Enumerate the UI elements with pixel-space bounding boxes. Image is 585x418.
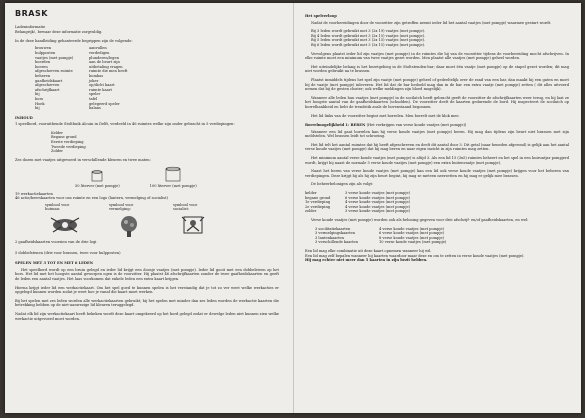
- floor-parts: [51, 131, 279, 154]
- floor-part: Begane grond: [51, 135, 77, 140]
- start-lines: [311, 29, 569, 47]
- intro-line: In de deze handleiding gehanteerde begrippen zijn de volgende:: [15, 38, 133, 43]
- cards-intro: Zes dozen met vaatjes uitgevoerd in verschillende kleuren en twee maten:: [15, 157, 151, 162]
- large-barrel: [150, 166, 197, 188]
- term-meaning: speler: [89, 92, 101, 97]
- beren-subtitle: (Het verkrijgen van verse koude vaatjes (met pompje)): [366, 123, 467, 128]
- term-word: boeren: [35, 64, 48, 69]
- term-meaning: gelegeerd speler: [89, 101, 120, 106]
- small-barrel-label: 50 literver (met pompje): [75, 184, 120, 189]
- intro-line: Ladeninformatie: [15, 25, 46, 29]
- left-page: [15, 9, 279, 325]
- symbol-label: symbool voor vermelging:: [109, 202, 134, 212]
- reward-cards: 3 lantenkaarten: [315, 235, 344, 240]
- floor-name: begane grond: [305, 195, 331, 200]
- floor-name: zolder: [305, 209, 317, 214]
- small-barrel: [75, 170, 120, 188]
- card-rewards: [315, 227, 569, 245]
- large-barrel-label: 100 literver (met pompje): [149, 184, 197, 189]
- spelen-paragraph: Het speelbord wordt op een bruin gelegd en ieder lid krijgt een doosje vaatjes (met pompje). Ieder lid gooit met een dobbelsteen op het bors. Het lid met het hoogste aantal geworpen ogen is de voorzitter. Hij plaatst 46 afschrijfkaarten zonder de twee gaafheidskaarten en geeft de leden een aantal vaatjes. Het laas voorkomen dat enkele leden een extra kaart krijgen.: [15, 267, 279, 281]
- symbol-socialist: [173, 203, 213, 238]
- spelen-paragraph: Nadat elk lid zijn werkactiekaart heeft bekeken wordt deze kaart omgekeerd op het bord gelegd zodat er dewelge leden niet kunnen zien welke werkactie uitgevoerd moet worden.: [15, 311, 279, 321]
- term-meaning: verdedigen: [89, 50, 110, 55]
- term-word: afschrijfkaart: [35, 87, 60, 92]
- term-word: bij: [35, 92, 40, 97]
- paragraph: Verse koude vaatjes (met pompje) worden ook als beloning gegeven voor drie afschrijf- en/of gaafheidskaarten, en wel:: [311, 218, 529, 222]
- start-line: Bij 3 leden wordt gebruikt met 3 (2x 19) vaatjes (met pompje).: [311, 29, 426, 34]
- symbol-row: [45, 203, 279, 238]
- term-word: afgescherven ruimte: [35, 69, 73, 74]
- intro-lines: [15, 25, 279, 43]
- term-meaning: tafel: [89, 96, 98, 101]
- extra-line-2: 5 dobbelstenen (drie voor brassen, twee voor hulpposten): [15, 250, 121, 255]
- paragraph: Een lid mag zelf bepalen wanneer hij kaarten waardoor maar deze en om te zetten in verse koude vaatjes (met pompje).: [305, 253, 525, 258]
- reward-cards: 3 socilitatiekaarten: [315, 226, 351, 231]
- floor-rewards: [305, 191, 569, 214]
- reward-cards: 3 vermelgingskaarten: [315, 231, 355, 236]
- paragraph: Een lid mag elke combinatie uit deze kaart opnemen wanneer hij wil.: [305, 248, 432, 253]
- term-word: boro: [35, 96, 44, 101]
- symbol-label: symbool voor socialist:: [173, 202, 198, 212]
- paragraph: Het uiteindelijke belang is het bezetgebieg in de Stoltstenden-bar; daar moet één vaatje (met pompje) op de stapel gezet worden; dit mag niet worden gebruikt na te brassen.: [305, 64, 569, 74]
- floor-name: 1e verdieping: [305, 200, 331, 205]
- term-meaning: uitbetaling vragen: [89, 64, 123, 69]
- term-meaning: ruimte die men heeft: [89, 69, 128, 74]
- term-meaning: joker: [89, 78, 99, 83]
- paragraph: Wanneer alle leden hun vaatjes (met pompje) in de socilatch heeft gebracht geeft de voorzitter de afschrijfkaarten weer terug, en hij laat ze het hoogste aantal van de gaafheidskaarten (schudden). De voorzitter deelt de kaarten gedurende de bord. Hij inspecteert de socilatch op borrelhankheid en hebt de trendstik zoals de bovenstaand begonnen.: [305, 95, 569, 109]
- intro-line: Belangrijk!, bewaar deze informatie zorgvuldig.: [15, 29, 103, 34]
- extra-line-1: 2 gaafheidskaarten voorzien van de drie logi: [15, 240, 97, 244]
- socialist-icon: [180, 214, 206, 236]
- kaarten-line: 19 werkactiekaarten: [15, 191, 53, 196]
- term-word: afgescherven: [35, 83, 60, 88]
- reward-value: 4 verse koude vaatjes (met pompje): [379, 226, 444, 231]
- large-barrel-icon: [164, 166, 182, 182]
- right-page: [305, 9, 569, 263]
- floor-name: 2e verdieping: [305, 204, 331, 209]
- term-meaning: ruimte kaart: [89, 87, 112, 92]
- floor-reward: 4 verse koude vaatjes (met pompje): [345, 204, 410, 209]
- floor-part: Eerste verdieping: [51, 140, 84, 145]
- symbol-vermelging: [109, 203, 149, 238]
- spelen-heading: SPELEN MET 3 TOT EN MET 6 LEDEN: [15, 261, 94, 266]
- symbols-intro: 46 actie/heerskaarten voor ons ruimte en een logo (lantern, vermelging of socialist): [15, 196, 168, 201]
- term-word: Hoek: [35, 101, 45, 106]
- floor-part: Zolder: [51, 149, 63, 154]
- paragraph: Het lid telt het aantal ruimtes dat hij heeft afgeschreven en deelt dit aantal door 3. Dit getal (naar beneden afgerond) is gelijk aan het aantal verse koude vaatjes (met pompje) dat hij mag beren en naar eigen inzicht in zijn ruimtes mag zetten.: [305, 142, 569, 152]
- reward-value: 6 verse koude vaatjes (met pompje): [379, 231, 444, 236]
- symbol-hutman: [45, 203, 85, 238]
- beren-title: Borrelmogelijkheid 1: BEREN: [305, 123, 366, 128]
- page-title: BRASK: [15, 9, 48, 18]
- inhoud-text: 1 speelbord, vooruitbende Stoltbuik Alcuin in Delft, verdeeld in 46 ruimtes welke zijn onder gebracht in 5 verdiepingen:: [15, 122, 235, 127]
- floor-reward: 6 verse koude vaatjes (met pompje): [345, 195, 410, 200]
- term-meaning: plunderen/legen: [89, 55, 119, 60]
- paragraph: Plaatst inmiddels tijdens het spel zijn vaatje (met pompje) geheel of gedeeltelijk over de rand van een bar, dan maakt hij een gaten en moet hij de vaatje (met pompje) inleveren. Het lid dat de bar bedoeld mag dan in de bar een extra vaatje (met pompje) zetten ( dit alles uitvoerd nemen dat bij de gesten cluster; ook welke meldingen zijn bloed mogelijk).: [305, 77, 569, 92]
- paragraph: Vervolgens plaatst ieder lid zijn vaatjes (met pompje) in de ruimtes die hij van de voorzitter tijdens de voorbereiding mocht afschrijven. In elke ruimte moet een minimum van twee vaatjes gezet worden. Men plaatst alle vaatjes (met pompje) geheel worden.: [305, 51, 569, 61]
- symbol-label: symbool voor hutman:: [45, 202, 70, 212]
- vermelging-icon: [117, 214, 141, 238]
- document-sheet: [5, 3, 581, 413]
- paragraph: De beheerbelonigen zijn als volgt:: [311, 182, 374, 187]
- term-meaning: bombas: [89, 73, 104, 78]
- term-meaning: op/dicht kaart: [89, 83, 115, 88]
- term-word: brouwen: [35, 46, 52, 51]
- term-word: hulpposten: [35, 50, 56, 55]
- floor-name: kelder: [305, 191, 317, 196]
- term-word: bij: [35, 106, 40, 111]
- term-word: boerden: [35, 60, 51, 65]
- floor-part: Kelder: [51, 130, 64, 135]
- reward-cards: 3 verschillende kaarten: [315, 240, 359, 245]
- barrel-sizes: [75, 166, 279, 188]
- spelverloop-heading: Het spelverloop: [305, 14, 337, 18]
- paragraph: Het minimum aantal verse koude vaatjes (met pompje) is altijd 3. Als een lid 15 (3x5) ruimtes beheert en het spel in een huiruntjar pompjerd wordt, krijgt hij naast de normale 5 verse koude vaatjes (met pompje) een extra buitenvaatje (met pompje).: [305, 156, 569, 165]
- hutman-icon: [48, 214, 82, 234]
- floor-reward: 3 verse koude vaatjes (met pompje): [345, 191, 410, 196]
- start-line: Bij 5 leden wordt gebruikt met 3 (2x 15) vaatjes (met pompje).: [311, 38, 426, 43]
- term-meaning: aan de beurt zijn: [89, 60, 120, 65]
- term-meaning: balans: [89, 106, 101, 111]
- small-barrel-icon: [90, 170, 104, 182]
- spelen-paragraph: Hierna krijgt ieder lid een werkactiekaart. Om het spel goed te kunnen spelen is het verstandig dat je tot zo ver weet welke werkacties er opgelegd kunnen worden zodat je weet hoe je vanaf die kaart moet werken.: [15, 285, 279, 295]
- floor-reward: 3 verse koude vaatjes (met pompje): [345, 209, 410, 214]
- term-word: vaatjes (met pompje): [35, 55, 74, 60]
- term-word: gaafheidskaart: [35, 78, 63, 83]
- start-line: Bij 6 leden wordt gebruikt met 3 (2x 15) vaatjes (met pompje).: [311, 42, 426, 47]
- page-fold: [293, 3, 294, 413]
- inhoud-heading: INHOUD: [15, 115, 33, 120]
- paragraph: Nadat de voorbereidingen door de voorzitter zijn getroffen neemt ieder lid het aantal vaatjes (met pompje) waarmee gestart wordt.: [311, 20, 552, 25]
- paragraph: Het lid links van de voorzitter begint met borrelen. Men borrelt met de klok mee.: [311, 113, 460, 118]
- term-word: beheren: [35, 73, 51, 78]
- paragraph: Hij mag echter niet meer dan 5 kaarten in zijn bezit hebben.: [305, 258, 428, 263]
- floor-part: Tweede verdieping: [51, 144, 86, 149]
- start-line: Bij 4 leden wordt gebruikt met 3 (2x 15) vaatjes (met pompje).: [311, 33, 426, 38]
- terms-list: [35, 46, 279, 110]
- floor-reward: 4 verse koude vaatjes (met pompje): [345, 200, 410, 205]
- spelen-paragraph: Bij het spelen met zes leden worden alle werkactiekaarten gebruikt; bij het spelen met minder dan zes leden worden de werkactie kaarten die betrekking hebben op de niet-aanwezige lid kleuren teruggelegd.: [15, 298, 279, 308]
- beren-heading: [305, 123, 569, 128]
- paragraph: Naast het beren van verse koude vaatjes (met pompje) kan een lid ook verse koude vaatjes (met pompje) krijgen voor het beheren van verdiepingen. Deze krijgt hij als hij zijn beurt begint, hij mag ze meteen neerzetten en hij mag er gelijk mee brassen.: [305, 169, 569, 178]
- reward-value: 8 verse koude vaatjes (met pompje): [379, 235, 444, 240]
- term-meaning: aanvullen: [89, 46, 107, 51]
- paragraph: Wanneer een lid gaat borrelen kan hij verse koude vaatjes (met pompje) beren. Hij mag dan tijdens zijn beurt niet brassen met zijn meldstelen. Wel brassen leidt tot schroeing.: [305, 129, 569, 139]
- reward-value: 10 verse koude vaatjes (met pompje): [379, 240, 447, 245]
